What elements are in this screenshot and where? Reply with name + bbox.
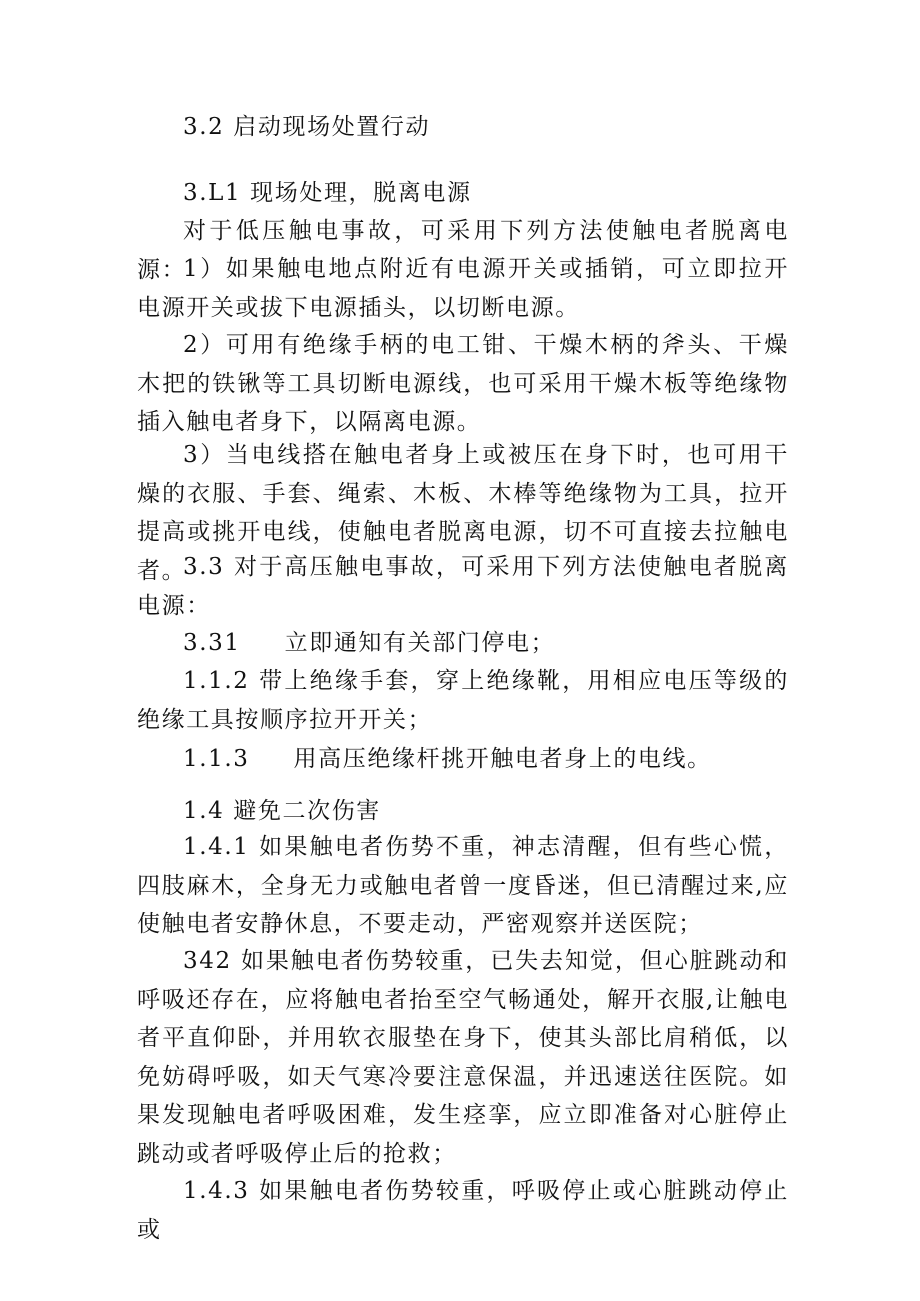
paragraph-item-3: 3）当电线搭在触电者身上或被压在身下时，也可用干燥的衣服、手套、绳索、木板、木棒等绝缘物为工具，拉开提高或挑开电线，使触电者脱离电源，切不可直接去拉触电者。 bbox=[137, 442, 789, 584]
paragraph-3-3-high-voltage: 3.3 对于高压触电事故，可采用下列方法使触电者脱离电源： bbox=[137, 554, 789, 619]
paragraph-342: 342 如果触电者伤势较重，已失去知觉，但心脏跳动和呼吸还存在，应将触电者抬至空气畅通处，解开衣服,让触电者平直仰卧，并用软衣服垫在身下，使其头部比肩稍低，以免妨碍呼吸，如天气寒冷要注意保温，并迅速送往医院。如果发现触电者呼吸困难，发生痉挛，应立即准备对心脏停止跳动或者呼吸停止后的抢救； bbox=[137, 948, 789, 1167]
section-heading-3-l1: 3.L1 现场处理，脱离电源 bbox=[183, 180, 472, 206]
paragraph-item-1: 1）如果触电地点附近有电源开关或插销，可立即拉开电源开关或拔下电源插头，以切断电源。 bbox=[137, 256, 789, 321]
paragraph-low-voltage-intro: 对于低压触电事故，可采用下列方法使触电者脱离电源： bbox=[137, 218, 789, 283]
paragraph-1-1-2: 1.1.2 带上绝缘手套，穿上绝缘靴，用相应电压等级的绝缘工具按顺序拉开开关； bbox=[137, 668, 789, 733]
item-text: 立即通知有关部门停电； bbox=[284, 630, 556, 656]
paragraph-3-31 bbox=[137, 624, 789, 663]
item-text: 用高压绝缘杆挑开触电者身上的电线。 bbox=[293, 746, 712, 772]
paragraph-1-4-1: 1.4.1 如果触电者伤势不重，神志清醒，但有些心慌，四肢麻木，全身无力或触电者曾一度昏迷，但已清醒过来,应使触电者安静休息，不要走动，严密观察并送医院； bbox=[137, 834, 789, 937]
section-heading-3-2: 3.2 启动现场处置行动 bbox=[183, 114, 431, 140]
paragraph-1-1-3 bbox=[137, 740, 789, 779]
item-number: 3.31 bbox=[183, 630, 241, 656]
paragraph-1-4-3: 1.4.3 如果触电者伤势较重，呼吸停止或心脏跳动停止或 bbox=[137, 1178, 789, 1243]
item-number: 1.1.3 bbox=[183, 746, 250, 772]
paragraph-item-2: 2）可用有绝缘手柄的电工钳、干燥木柄的斧头、干燥木把的铁锹等工具切断电源线，也可采用干燥木板等绝缘物插入触电者身下，以隔离电源。 bbox=[137, 332, 789, 435]
section-heading-1-4: 1.4 避免二次伤害 bbox=[183, 798, 381, 824]
